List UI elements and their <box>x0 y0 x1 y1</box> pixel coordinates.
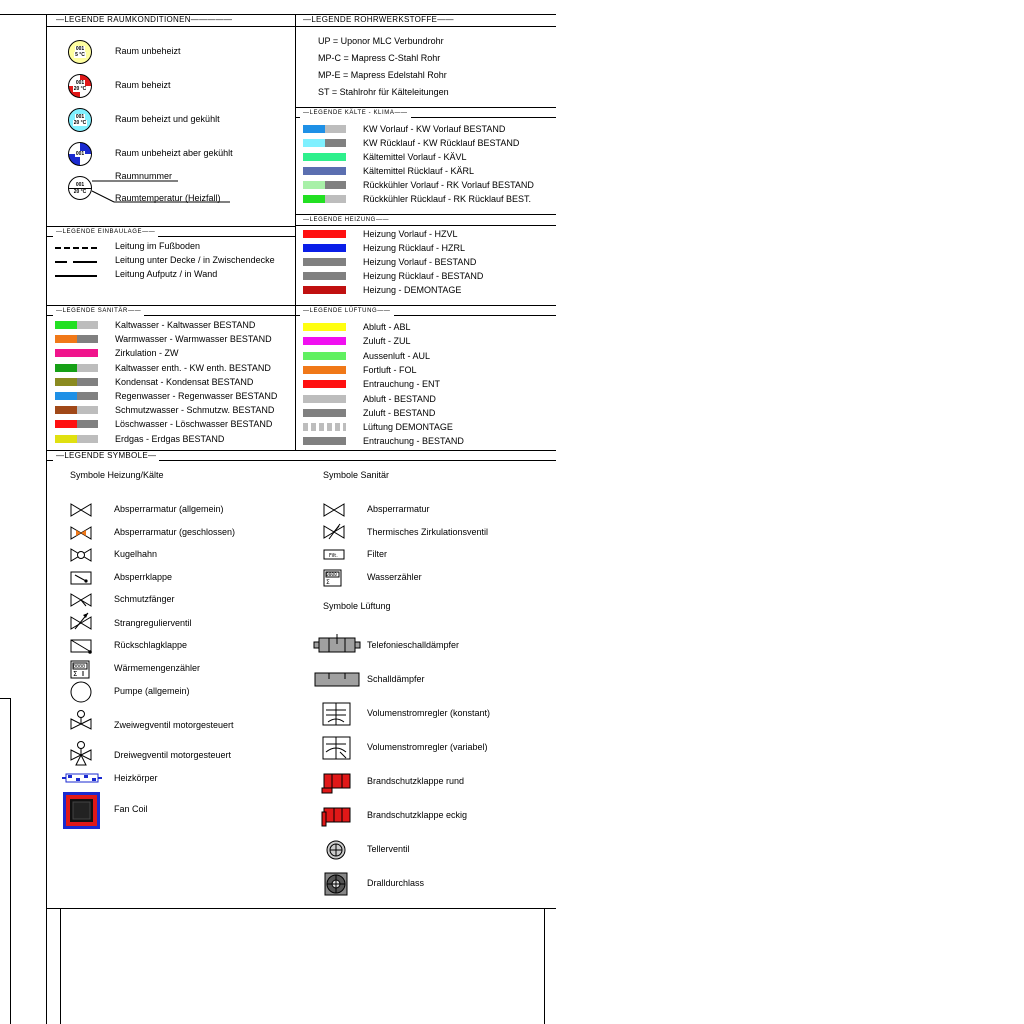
symbol-heizung-label: Absperrklappe <box>114 572 173 582</box>
sanitaer-swatch-secondary <box>77 349 98 357</box>
rohrwerkstoff-item: MP-C = Mapress C-Stahl Rohr <box>318 53 441 63</box>
sanitaer-label: Schmutzwasser - Schmutzw. BESTAND <box>115 405 275 416</box>
room-condition-label: Raum unbeheizt aber gekühlt <box>115 148 233 158</box>
swatch-primary <box>303 139 325 147</box>
line-style-solid <box>55 275 97 277</box>
heizung-label: Heizung - DEMONTAGE <box>363 285 462 295</box>
sanitaer-swatch-primary <box>55 335 77 343</box>
valve-icon <box>323 503 345 517</box>
room-condition-circle-icon <box>68 108 92 132</box>
symbole-sanitaer-title: Symbole Sanitär <box>323 470 390 480</box>
svg-text:0000: 0000 <box>73 664 86 670</box>
kaelte-label: Kältemittel Vorlauf - KÄVL <box>363 152 467 162</box>
symbol-lueftung-label: Tellerventil <box>367 844 410 854</box>
symbol-lueftung-label: Schalldämpfer <box>367 674 425 684</box>
rohrwerkstoff-item: UP = Uponor MLC Verbundrohr <box>318 36 444 46</box>
rohr-underline <box>295 26 556 27</box>
swatch-primary <box>303 195 325 203</box>
symbol-heizung-label: Zweiwegventil motorgesteuert <box>114 720 234 730</box>
symbol-lueftung-label: Brandschutzklappe rund <box>367 776 465 786</box>
frame-left-border <box>46 14 47 1024</box>
sanitaer-label: Erdgas - Erdgas BESTAND <box>115 433 225 444</box>
einbaulage-label: Leitung im Fußboden <box>115 241 201 251</box>
heizung-label: Heizung Vorlauf - HZVL <box>363 229 458 239</box>
sanitaer-swatch-primary <box>55 435 77 443</box>
sanitaer-swatch-primary <box>55 349 77 357</box>
valve-closed-icon <box>70 526 92 540</box>
sanitaer-swatch-primary <box>55 406 77 414</box>
sanitaer-label: Warmwasser - Warmwasser BESTAND <box>115 334 272 345</box>
symbol-heizung-label: Pumpe (allgemein) <box>114 686 190 696</box>
heading-heizung: —LEGENDE HEIZUNG—— <box>300 215 392 225</box>
symbol-lueftung-label: Telefonieschalldämpfer <box>367 640 460 650</box>
heading-symbole: —LEGENDE SYMBOLE— <box>53 451 159 461</box>
rohrwerkstoff-item: ST = Stahlrohr für Kälteleitungen <box>318 87 449 97</box>
room-number: 001 <box>75 46 85 52</box>
room-condition-label: Raum unbeheizt <box>115 46 181 56</box>
lueftung-label: Entrauchung - ENT <box>363 379 441 390</box>
symbol-heizung-label: Fan Coil <box>114 804 148 814</box>
water-meter-icon <box>323 569 342 587</box>
swatch-primary <box>303 153 325 161</box>
titleblock-top <box>46 908 556 909</box>
heading-lueftung: —LEGENDE LÜFTUNG—— <box>300 306 394 316</box>
sanitaer-swatch-primary <box>55 321 77 329</box>
heizung-swatch <box>303 244 346 252</box>
lueftung-swatch <box>303 352 346 360</box>
svg-text:Filt.: Filt. <box>329 553 338 559</box>
room-condition-label: Raum beheizt und gekühlt <box>115 114 220 124</box>
symbole-heizung-title: Symbole Heizung/Kälte <box>70 470 164 480</box>
room-detail-label-temp: Raumtemperatur (Heizfall) <box>115 193 221 203</box>
vsr-var-icon <box>322 736 351 760</box>
lueftung-swatch <box>303 366 346 374</box>
symbol-sanitaer-label: Filter <box>367 549 387 559</box>
lueftung-label: Abluft - ABL <box>363 322 411 332</box>
heizung-label: Heizung Vorlauf - BESTAND <box>363 257 477 267</box>
room-temp: 20 °C <box>73 120 87 126</box>
lueftung-label: Abluft - BESTAND <box>363 393 436 404</box>
room-detail-circle-icon: 001 20 °C <box>68 176 92 200</box>
three-way-icon <box>70 741 92 767</box>
check-valve-icon <box>70 639 92 653</box>
sanitaer-label: Löschwasser - Löschwasser BESTAND <box>115 419 273 430</box>
fire-round-icon <box>322 773 351 794</box>
frame-col-divider <box>295 14 296 450</box>
lueftung-label: Entrauchung - BESTAND <box>363 436 464 447</box>
swirl-icon <box>325 873 347 895</box>
symbol-heizung-label: Strangregulierventil <box>114 618 192 628</box>
lueftung-label: Zuluft - ZUL <box>363 336 411 347</box>
sanitaer-swatch-secondary <box>77 321 98 329</box>
disk-valve-icon <box>326 840 346 860</box>
swatch-secondary <box>325 153 346 161</box>
symbol-heizung-label: Wärmemengenzähler <box>114 663 201 673</box>
sanitaer-label: Kaltwasser - Kaltwasser BESTAND <box>115 320 256 330</box>
symbol-sanitaer-label: Thermisches Zirkulationsventil <box>367 527 489 537</box>
lueftung-label: Lüftung DEMONTAGE <box>363 422 453 433</box>
sanitaer-swatch-secondary <box>77 406 98 414</box>
lueftung-label: Aussenluft - AUL <box>363 350 431 361</box>
heizung-label: Heizung Rücklauf - BESTAND <box>363 271 484 281</box>
kaelte-label: KW Rücklauf - KW Rücklauf BESTAND <box>363 138 520 148</box>
heading-sanitaer: —LEGENDE SANITÄR—— <box>53 306 144 316</box>
ball-valve-icon <box>70 548 92 562</box>
sanitaer-label: Zirkulation - ZW <box>115 348 179 359</box>
sanitaer-swatch-primary <box>55 364 77 372</box>
line-style-dashed <box>55 247 97 249</box>
valve-icon <box>70 503 92 517</box>
symbole-lueftung-title: Symbole Lüftung <box>323 601 391 611</box>
room-condition-circle-icon <box>68 74 92 98</box>
svg-text:0000: 0000 <box>326 573 337 578</box>
lueftung-label: Zuluft - BESTAND <box>363 407 436 418</box>
einbaulage-label: Leitung unter Decke / in Zwischendecke <box>115 255 275 265</box>
sanitaer-swatch-secondary <box>77 364 98 372</box>
symbol-heizung-label: Absperrarmatur (allgemein) <box>114 504 224 514</box>
sanitaer-label: Regenwasser - Regenwasser BESTAND <box>115 391 278 401</box>
swatch-secondary <box>325 167 346 175</box>
symbol-lueftung-label: Brandschutzklappe eckig <box>367 810 468 820</box>
symbol-lueftung-label: Volumenstromregler (variabel) <box>367 742 488 752</box>
symbol-lueftung-label: Dralldurchlass <box>367 878 425 888</box>
sanitaer-swatch-secondary <box>77 392 98 400</box>
room-condition-circle-icon <box>68 40 92 64</box>
sanitaer-swatch-primary <box>55 420 77 428</box>
sanitaer-swatch-primary <box>55 378 77 386</box>
left-outer-line <box>10 698 11 1024</box>
sanitaer-label: Kaltwasser enth. - KW enth. BESTAND <box>115 362 271 373</box>
kaelte-label: Kältemittel Rücklauf - KÄRL <box>363 166 475 176</box>
lueftung-swatch <box>303 323 346 331</box>
heading-raumkonditionen: —LEGENDE RAUMKONDITIONEN————— <box>53 15 235 25</box>
swatch-primary <box>303 181 325 189</box>
lueftung-swatch <box>303 409 346 417</box>
two-way-icon <box>70 710 92 732</box>
titleblock-left <box>60 908 61 1024</box>
room-condition-circle-icon <box>68 142 92 166</box>
balancing-icon <box>70 612 92 630</box>
lueftung-swatch <box>303 337 346 345</box>
heizung-label: Heizung Rücklauf - HZRL <box>363 243 466 253</box>
silencer-icon <box>315 672 359 687</box>
room-number: 001 <box>75 80 85 86</box>
symbol-heizung-label: Absperrarmatur (geschlossen) <box>114 527 236 537</box>
symbol-sanitaer-label: Wasserzähler <box>367 572 422 582</box>
sanitaer-swatch-secondary <box>77 435 98 443</box>
fancoil-icon <box>63 792 100 829</box>
lueftung-swatch <box>303 395 346 403</box>
heizung-swatch <box>303 286 346 294</box>
line-style-dashdot <box>55 261 67 263</box>
heizung-swatch <box>303 272 346 280</box>
fire-square-icon <box>322 807 351 827</box>
symbol-heizung-label: Rückschlagklappe <box>114 640 188 650</box>
line-style-dashdot <box>73 261 97 263</box>
symbol-sanitaer-label: Absperrarmatur <box>367 504 430 514</box>
filter-icon <box>323 549 345 560</box>
meter-icon <box>70 660 90 679</box>
symbol-heizung-label: Heizkörper <box>114 773 158 783</box>
swatch-secondary <box>325 125 346 133</box>
thermal-icon <box>323 523 345 541</box>
symbol-lueftung-label: Volumenstromregler (konstant) <box>367 708 491 718</box>
titleblock-right <box>544 908 545 1024</box>
heading-rohrwerkstoffe: —LEGENDE ROHRWERKSTOFFE—— <box>300 15 457 25</box>
raumkond-underline <box>46 26 295 27</box>
swatch-secondary <box>325 195 346 203</box>
lueftung-swatch <box>303 423 346 431</box>
room-number: 001 <box>75 151 85 157</box>
symbol-heizung-label: Kugelhahn <box>114 549 158 559</box>
svg-text:Σ: Σ <box>73 670 78 678</box>
swatch-secondary <box>325 139 346 147</box>
left-outer-top <box>0 698 10 699</box>
room-temp: 5 °C <box>75 52 85 58</box>
room-detail-label-number: Raumnummer <box>115 171 173 181</box>
swatch-primary <box>303 167 325 175</box>
sanitaer-swatch-secondary <box>77 335 98 343</box>
sanitaer-swatch-secondary <box>77 420 98 428</box>
sanitaer-label: Kondensat - Kondensat BESTAND <box>115 376 254 387</box>
lueftung-swatch <box>303 380 346 388</box>
kaelte-label: Rückkühler Rücklauf - RK Rücklauf BEST. <box>363 194 532 204</box>
rohrwerkstoff-item: MP-E = Mapress Edelstahl Rohr <box>318 70 447 80</box>
pump-icon <box>70 681 92 703</box>
strainer-icon <box>70 593 92 607</box>
heading-kaelte: —LEGENDE KÄLTE - KLIMA—— <box>300 108 411 118</box>
heizung-swatch <box>303 230 346 238</box>
radiator-icon <box>62 773 102 783</box>
heading-einbaulage: —LEGENDE EINBAULAGE—— <box>53 227 158 237</box>
room-condition-label: Raum beheizt <box>115 80 171 90</box>
vsr-const-icon <box>322 702 351 726</box>
kaelte-label: Rückkühler Vorlauf - RK Vorlauf BESTAND <box>363 180 534 190</box>
heizung-underline <box>295 225 556 226</box>
room-number: 001 <box>75 114 85 120</box>
heizung-swatch <box>303 258 346 266</box>
butterfly-icon <box>70 571 92 585</box>
symbol-heizung-label: Dreiwegventil motorgesteuert <box>114 750 232 760</box>
sanitaer-swatch-primary <box>55 392 77 400</box>
lueftung-label: Fortluft - FOL <box>363 364 417 375</box>
kaelte-label: KW Vorlauf - KW Vorlauf BESTAND <box>363 124 506 134</box>
sanitaer-swatch-secondary <box>77 378 98 386</box>
einbaulage-label: Leitung Aufputz / in Wand <box>115 269 218 279</box>
svg-text:Σ: Σ <box>326 579 330 586</box>
symbol-heizung-label: Schmutzfänger <box>114 594 175 604</box>
swatch-secondary <box>325 181 346 189</box>
lueftung-swatch <box>303 437 346 445</box>
room-temp: 20 °C <box>73 86 87 92</box>
swatch-primary <box>303 125 325 133</box>
tel-silencer-icon <box>314 634 360 656</box>
